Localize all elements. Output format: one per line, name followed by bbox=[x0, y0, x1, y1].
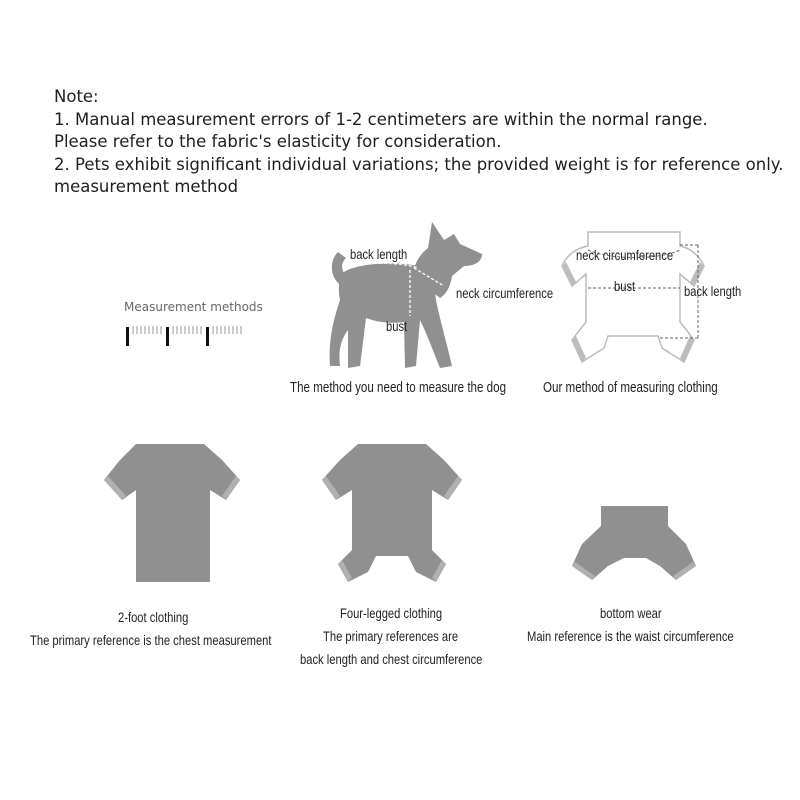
dog-label-bust: bust bbox=[386, 318, 408, 334]
ruler-title: Measurement methods bbox=[124, 300, 263, 314]
dog-caption: The method you need to measure the dog bbox=[290, 380, 507, 396]
type-two-foot-title: 2-foot clothing bbox=[118, 609, 189, 625]
four-legged-clothing-icon bbox=[322, 444, 462, 582]
note-line-3: 2. Pets exhibit significant individual variations; the provided weight is for reference only. bbox=[54, 154, 784, 174]
note-line-2: Please refer to the fabric's elasticity for consideration. bbox=[54, 132, 502, 151]
type-four-legged-desc-2: back length and chest circumference bbox=[300, 651, 483, 667]
note-line-4: measurement method bbox=[54, 177, 239, 196]
note-line-1: 1. Manual measurement errors of 1-2 centimeters are within the normal range. bbox=[54, 109, 708, 129]
type-bottom-wear-title: bottom wear bbox=[600, 605, 662, 621]
bottom-wear-icon bbox=[572, 506, 696, 580]
type-two-foot-desc: The primary reference is the chest measurement bbox=[30, 632, 272, 648]
two-foot-clothing-icon bbox=[104, 444, 240, 582]
note-heading: Note: bbox=[54, 87, 99, 106]
garment-label-back-length: back length bbox=[684, 283, 742, 299]
type-bottom-wear-desc: Main reference is the waist circumference bbox=[527, 628, 734, 644]
ruler-icon bbox=[126, 326, 241, 346]
garment-label-neck: neck circumference bbox=[576, 247, 674, 263]
dog-label-back-length: back length bbox=[350, 246, 408, 262]
garment-label-bust: bust bbox=[614, 278, 636, 294]
type-four-legged-desc-1: The primary references are bbox=[323, 628, 459, 644]
type-four-legged-title: Four-legged clothing bbox=[340, 605, 443, 621]
dog-label-neck: neck circumference bbox=[456, 285, 554, 301]
garment-caption: Our method of measuring clothing bbox=[543, 380, 718, 396]
